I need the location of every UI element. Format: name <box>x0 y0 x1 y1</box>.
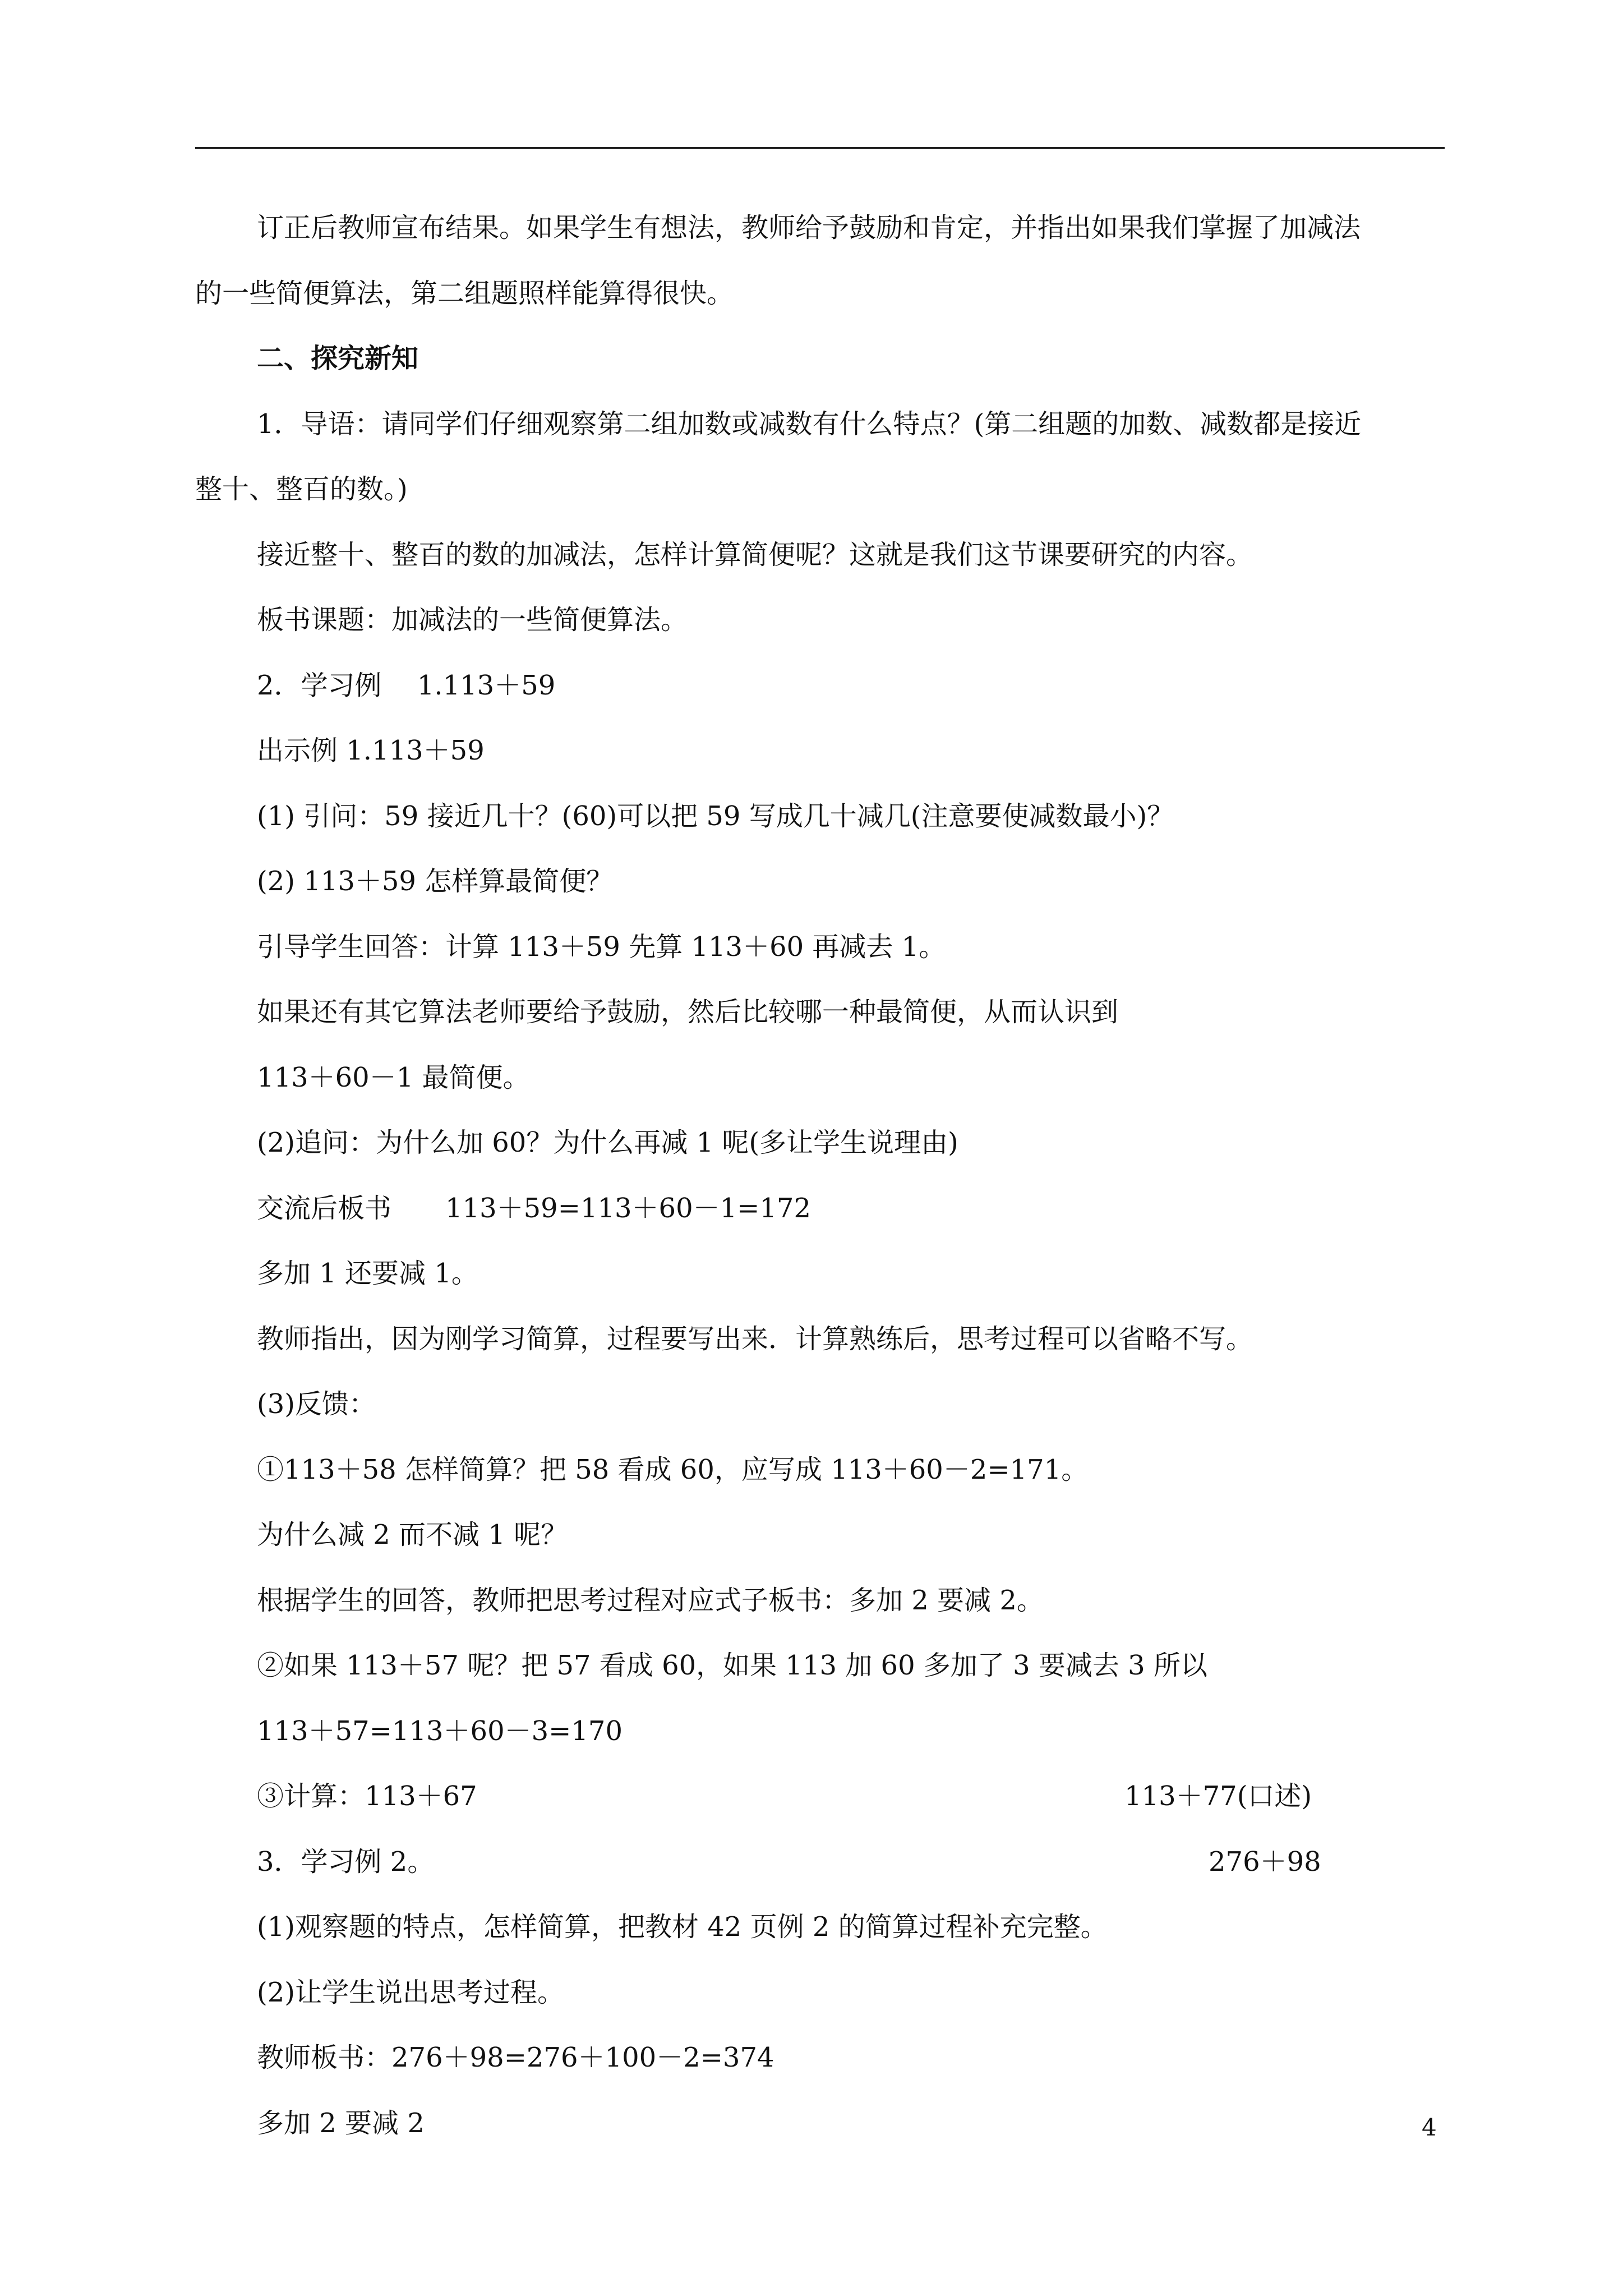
paragraph-line: 交流后板书 113＋59=113＋60－1=172 <box>257 1193 811 1224</box>
paragraph-line: ①113＋58 怎样简算？把 58 看成 60，应写成 113＋60－2=171。 <box>257 1454 1089 1485</box>
paragraph-line: 订正后教师宣布结果。如果学生有想法，教师给予鼓励和肯定，并指出如果我们掌握了加减法 <box>257 212 1361 243</box>
paragraph-line: 的一些简便算法，第二组题照样能算得很快。 <box>195 278 734 309</box>
paragraph-line: (1) 引问：59 接近几十？(60)可以把 59 写成几十减几(注意要使减数最小)？ <box>257 800 1174 832</box>
paragraph-line: (2)追问：为什么加 60？为什么再减 1 呢(多让学生说理由) <box>257 1127 958 1158</box>
paragraph-line: 1．导语：请同学们仔细观察第二组加数或减数有什么特点？(第二组题的加数、减数都是接近 <box>257 408 1362 440</box>
paragraph-line: 如果还有其它算法老师要给予鼓励，然后比较哪一种最简便，从而认识到 <box>257 996 1119 1028</box>
paragraph-line: 113＋60－1 最简便。 <box>257 1062 530 1093</box>
paragraph-line: (2) 113＋59 怎样算最简便？ <box>257 866 614 897</box>
paragraph-line: ③计算：113＋67 <box>257 1780 477 1812</box>
paragraph-line: 板书课题：加减法的一些简便算法。 <box>257 604 688 636</box>
paragraph-line: 3．学习例 2。 <box>257 1846 435 1878</box>
paragraph-line: (3)反馈： <box>257 1388 376 1420</box>
paragraph-line: 教师板书：276＋98=276＋100－2=374 <box>257 2042 774 2073</box>
paragraph-line: 多加 2 要减 2 <box>257 2108 425 2139</box>
section-heading: 二、探究新知 <box>257 343 419 374</box>
paragraph-line: 2．学习例 1.113＋59 <box>257 670 556 701</box>
paragraph-line: 多加 1 还要减 1。 <box>257 1258 478 1289</box>
paragraph-line: ②如果 113＋57 呢？把 57 看成 60，如果 113 加 60 多加了 3 要减去 3 所以 <box>257 1650 1207 1681</box>
paragraph-line: 出示例 1.113＋59 <box>257 735 485 766</box>
paragraph-line: (1)观察题的特点，怎样简算，把教材 42 页例 2 的简算过程补充完整。 <box>257 1911 1108 1943</box>
right-column-item: 113＋77(口述) <box>1124 1780 1312 1812</box>
paragraph-line: 教师指出，因为刚学习简算，过程要写出来．计算熟练后，思考过程可以省略不写。 <box>257 1323 1253 1355</box>
right-column-item: 276＋98 <box>1209 1846 1321 1878</box>
paragraph-line: 接近整十、整百的数的加减法，怎样计算简便呢？这就是我们这节课要研究的内容。 <box>257 539 1253 570</box>
header-rule <box>195 147 1445 149</box>
paragraph-line: 为什么减 2 而不减 1 呢？ <box>257 1519 568 1550</box>
paragraph-line: 引导学生回答：计算 113＋59 先算 113＋60 再减去 1。 <box>257 931 946 963</box>
page-number: 4 <box>1422 2114 1437 2141</box>
paragraph-line: (2)让学生说出思考过程。 <box>257 1977 564 2008</box>
paragraph-line: 整十、整百的数。) <box>195 473 408 505</box>
paragraph-line: 113＋57=113＋60－3=170 <box>257 1715 623 1747</box>
paragraph-line: 根据学生的回答，教师把思考过程对应式子板书：多加 2 要减 2。 <box>257 1585 1044 1616</box>
